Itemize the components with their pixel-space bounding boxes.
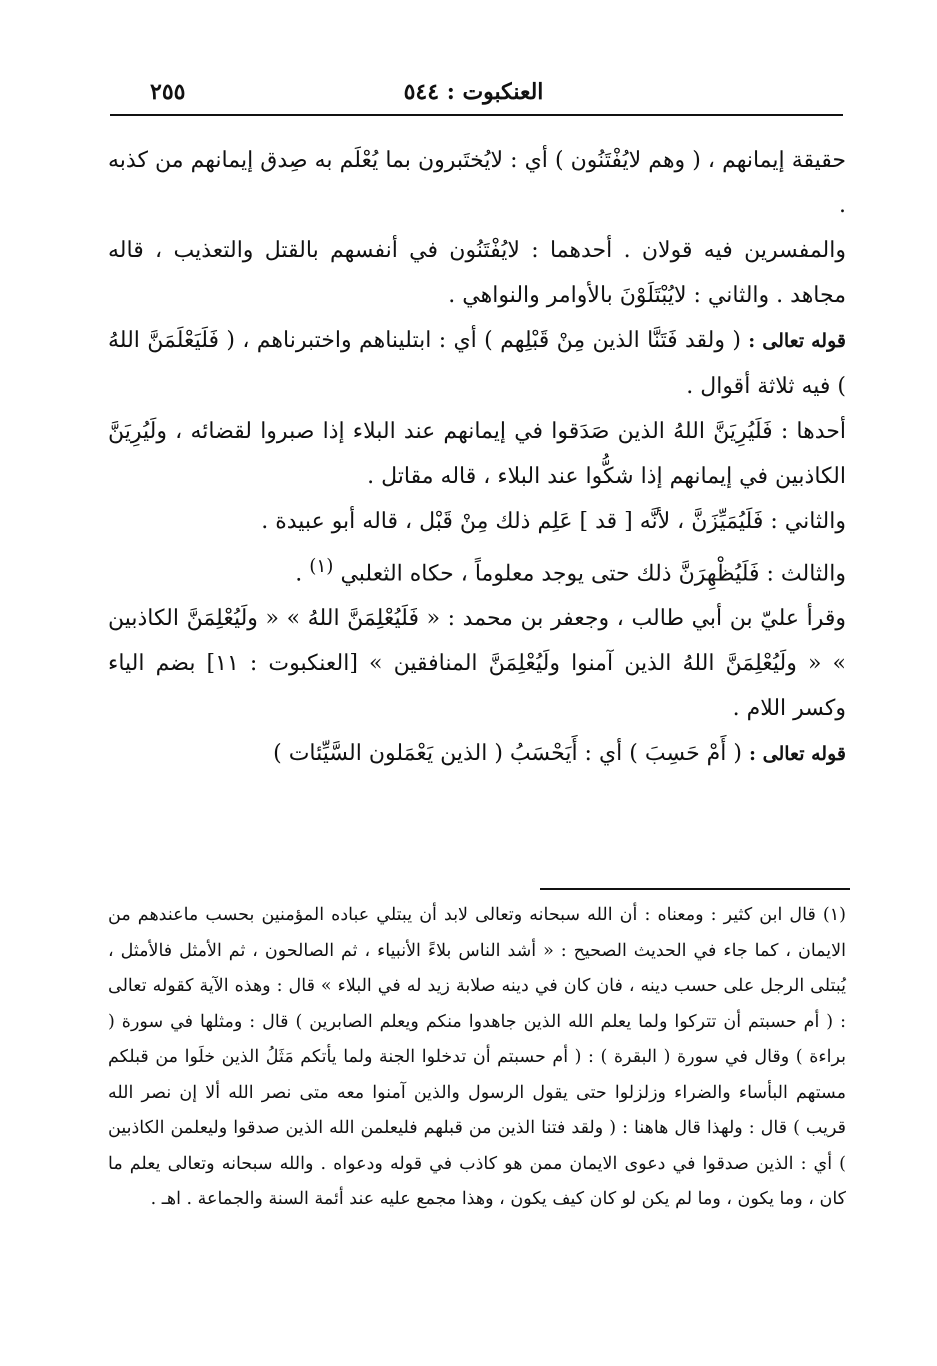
paragraph xyxy=(108,731,846,777)
footnotes xyxy=(108,898,846,1218)
footnote-divider xyxy=(540,888,850,890)
page-number: ٢٥٥ xyxy=(150,79,186,105)
paragraph-text: والثالث : فَلَيُظْهِرَنَّ ذلك حتى يوجد معلوماً ، حكاه الثعلبي xyxy=(340,561,846,587)
paragraph-text: ( ولقد فَتَنَّا الذين مِنْ قَبْلِهم ) أي : ابتليناهم واختبرناهم ، ( فَلَيَعْلَمَنَّ اللهُ ) فيه ثلاثة أقوال . xyxy=(108,328,846,399)
footnote-marker: (١) xyxy=(309,556,334,577)
paragraph: والمفسرين فيه قولان . أحدهما : لايُفْتَنُون في أنفسهم بالقتل والتعذيب ، قاله مجاهد . والثاني : لايُبْتَلَوْنَ بالأوامر والنواهي . xyxy=(108,238,846,308)
verse-label: قوله تعالى : xyxy=(748,330,846,352)
running-title: العنكبوت : ٥٤٤ xyxy=(403,79,544,105)
paragraph: أحدها : فَلَيُرِيَنَّ اللهُ الذين صَدَقوا في إيمانهم عند البلاء إذا صبروا لقضائه ، ولَيُرِيَنَّ الكاذبين في إيمانهم إذا شكُّوا عند البلاء ، قاله مقاتل . xyxy=(108,419,846,489)
paragraph: وقرأ عليّ بن أبي طالب ، وجعفر بن محمد : « فَلَيُعْلِمَنَّ اللهُ » « ولَيُعْلِمَنَّ الكاذبين » « ولَيُعْلِمَنَّ اللهُ الذين آمنوا ولَيُعْلِمَنَّ المنافقين » [العنكبوت : ١١] بضم الياء وكسر اللام . xyxy=(108,606,847,722)
verse-label: قوله تعالى : xyxy=(749,743,846,766)
footnote: (١) قال ابن كثير : ومعناه : أن الله سبحانه وتعالى لابد أن يبتلي عباده المؤمنين بحسب ماعندهم من الايمان ، كما جاء في الحديث الصحيح : « أشد الناس بلاءً الأنبياء ، ثم الصالحون ، ثم الأمثل فالأمثل ، يُبتلى الرجل على حسب دينه ، فان كان في دينه صلابة زيد له في البلاء » قال : وهذه الآية كقوله تعالى : ( أم حسبتم أن تتركوا ولما يعلم الله الذين جاهدوا منكم ويعلم الصابرين ) قال : ومثلها في سورة ( براءة ) وقال في سورة ( البقرة ) : ( أم حسبتم أن تدخلوا الجنة ولما يأتكم مَثَلُ الذين خلَوا من قبلكم مستهم البأساء والضراء وزلزلوا حتى يقول الرسول والذين آمنوا معه متى نصر الله ألا إن نصر الله قريب ) قال : ولهذا قال هاهنا : ( ولقد فتنا الذين من قبلهم فليعلمن الله الذين صدقوا وليعلمن الكاذبين ) أي : الذين صدقوا في دعوى الايمان ممن هو كاذب في قوله ودعواه . والله سبحانه وتعالى يعلم ما كان ، وما يكون ، وما لم يكن لو كان كيف يكون ، وهذا مجمع عليه عند أئمة السنة والجماعة . اهـ . xyxy=(108,905,846,1209)
main-text xyxy=(108,138,846,777)
paragraph: والثاني : فَلَيُمَيِّزَنَّ ، لأنَّه [ قد ] عَلِم ذلك مِنْ قَبْل ، قاله أبو عبيدة . xyxy=(261,509,846,534)
paragraph xyxy=(108,318,846,409)
paragraph: حقيقة إيمانهم ، ( وهم لايُفْتَنُون ) أي : لايُختَبرون بما يُعْلَم به صِدق إيمانهم من كذبه . xyxy=(108,148,846,218)
paragraph-text: ( أَمْ حَسِبَ ) أي : أَيَحْسَبُ ( الذين يَعْمَلون السَّيِّئات ) xyxy=(273,741,742,767)
paragraph-end: . xyxy=(295,561,310,587)
paragraph xyxy=(108,544,846,596)
header-divider xyxy=(110,114,843,116)
page-header xyxy=(110,74,837,110)
